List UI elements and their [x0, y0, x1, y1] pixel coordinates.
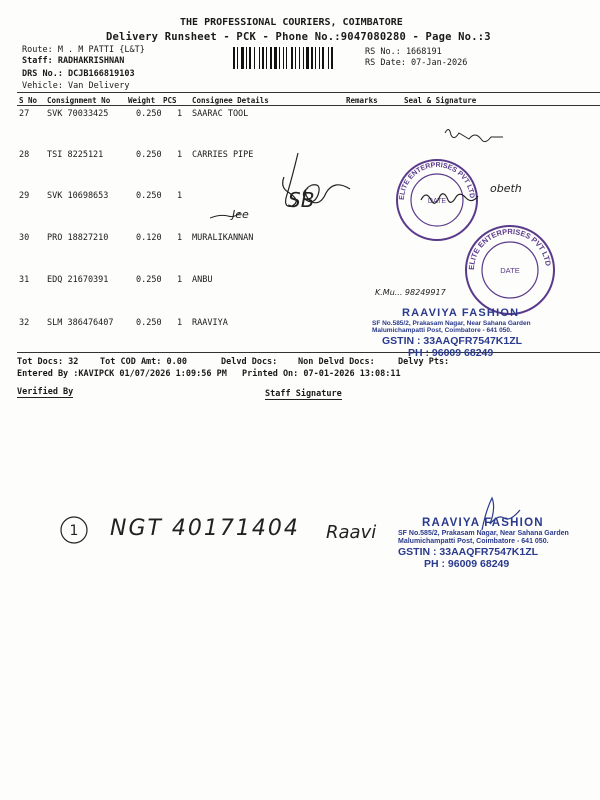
row-consignee: SAARAC TOOL — [192, 109, 249, 119]
verified-by: Verified By — [17, 387, 74, 397]
col-remarks: Remarks — [346, 96, 378, 105]
row-weight: 0.250 — [136, 318, 162, 328]
route-label: Route: M . M PATTI {L&T} — [22, 45, 145, 55]
col-weight: Weight — [128, 96, 156, 105]
row-pcs: 1 — [177, 109, 183, 119]
col-pcs: PCS — [163, 96, 177, 105]
row-sno: 28 — [19, 150, 30, 160]
row-consignment: SLM 386476407 — [47, 318, 114, 328]
svg-text:ELITE ENTERPRISES PVT LTD: ELITE ENTERPRISES PVT LTD — [398, 161, 476, 201]
signature-row29 — [418, 186, 488, 216]
runsheet-title: Delivery Runsheet - PCK - Phone No.:9047080280 - Page No.:3 — [106, 31, 491, 43]
row-pcs: 1 — [177, 318, 183, 328]
row-consignment: EDQ 21670391 — [47, 275, 109, 285]
row-pcs: 1 — [177, 233, 183, 243]
row-consignment: SVK 70033425 — [47, 109, 109, 119]
handwritten-phone: K.Mu... 98249917 — [375, 288, 446, 297]
svg-text:1: 1 — [69, 523, 79, 539]
handwritten-row29-initials: Jee — [232, 208, 249, 221]
delvy-pts: Delvy Pts: — [398, 357, 450, 367]
staff-label: Staff: RADHAKRISHNAN — [22, 56, 125, 66]
tot-docs: Tot Docs: 32 — [17, 357, 79, 367]
row-consignee: CARRIES PIPE — [192, 150, 254, 160]
entered-by: Entered By :KAVIPCK 01/07/2026 1:09:56 PM — [17, 369, 227, 379]
row-consignment: TSI 8225121 — [47, 150, 104, 160]
row-consignee: MURALIKANNAN — [192, 233, 254, 243]
row-sno: 32 — [19, 318, 30, 328]
row-pcs: 1 — [177, 191, 183, 201]
svg-text:DATE: DATE — [500, 266, 520, 275]
signature-row27 — [440, 118, 520, 148]
handwritten-name: Raavi — [326, 522, 377, 543]
handwritten-row29-text: obeth — [490, 182, 522, 195]
row-weight: 0.250 — [136, 109, 162, 119]
delvd-docs: Delvd Docs: — [221, 357, 278, 367]
header-bottom-rule — [17, 105, 600, 106]
row-consignee: RAAVIYA — [192, 318, 228, 328]
row-weight: 0.250 — [136, 150, 162, 160]
svg-text:ELITE ENTERPRISES PVT LTD: ELITE ENTERPRISES PVT LTD — [466, 226, 553, 271]
company-stamp-bottom: RAAVIYA FASHION SF No.585/2, Prakasam Nagar, Near Sahana Garden Malumichampatti Post, Coimbatore - 641 050. GSTIN : 33AAQFR7547K1ZL PH : 96009 68249 — [398, 517, 569, 571]
col-consignee: Consignee Details — [192, 96, 269, 105]
col-consignment: Consignment No — [47, 96, 111, 105]
rs-date: RS Date: 07-Jan-2026 — [365, 58, 468, 68]
row-weight: 0.250 — [136, 275, 162, 285]
signature-bottom — [470, 494, 530, 534]
header-top-rule — [17, 92, 600, 93]
printed-on: Printed On: 07-01-2026 13:08:11 — [242, 369, 401, 379]
non-delvd-docs: Non Delvd Docs: — [298, 357, 375, 367]
handwritten-note: NGT 40171404 — [110, 516, 300, 541]
company-stamp-row32: RAAVIYA FASHION SF No.585/2, Prakasam Nagar, Near Sahana Garden Malumichampatti Post, Coimbatore - 641 050. GSTIN : 33AAQFR7547K1ZL PH : 96009 68249 — [372, 307, 531, 359]
barcode — [233, 47, 361, 69]
vehicle-label: Vehicle: Van Delivery — [22, 81, 130, 91]
col-seal: Seal & Signature — [404, 96, 477, 105]
row-sno: 30 — [19, 233, 30, 243]
row-weight: 0.120 — [136, 233, 162, 243]
staff-signature: Staff Signature — [265, 389, 342, 399]
row-pcs: 1 — [177, 150, 183, 160]
row-sno: 29 — [19, 191, 30, 201]
row-sno: 31 — [19, 275, 30, 285]
tot-cod: Tot COD Amt: 0.00 — [100, 357, 187, 367]
company-title: THE PROFESSIONAL COURIERS, COIMBATORE — [180, 17, 403, 28]
circled-number — [58, 514, 90, 546]
rs-number: RS No.: 1668191 — [365, 47, 442, 57]
handwritten-row28-initials: SB — [288, 188, 315, 212]
row-sno: 27 — [19, 109, 30, 119]
row-consignee: ANBU — [192, 275, 213, 285]
col-sno: S No — [19, 96, 38, 105]
drs-label: DRS No.: DCJB166819103 — [22, 69, 135, 79]
svg-text:DATE: DATE — [427, 198, 447, 205]
row-consignment: SVK 10698653 — [47, 191, 109, 201]
row-pcs: 1 — [177, 275, 183, 285]
row-weight: 0.250 — [136, 191, 162, 201]
row-consignment: PRO 18827210 — [47, 233, 109, 243]
